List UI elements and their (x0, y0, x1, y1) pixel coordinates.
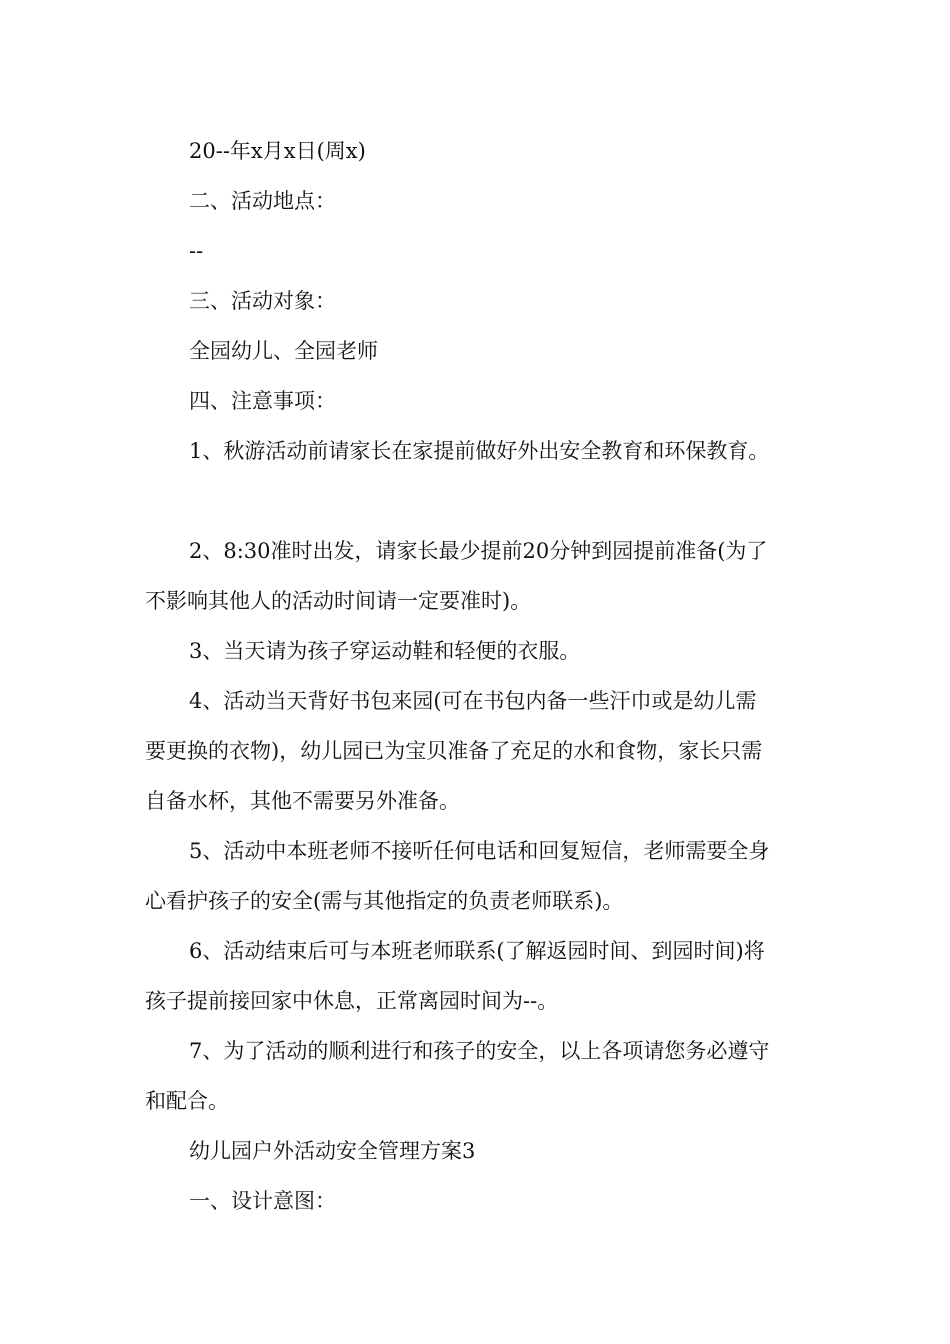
note-3: 3、当天请为孩子穿运动鞋和轻便的衣服。 (189, 639, 581, 663)
heading-activity-location: 二、活动地点： (189, 189, 336, 213)
section-title-plan-3: 幼儿园户外活动安全管理方案3 (189, 1139, 476, 1163)
note-6-line-2: 孩子提前接回家中休息，正常离园时间为--。 (145, 989, 559, 1013)
note-7-line-2: 和配合。 (145, 1089, 229, 1113)
heading-activity-target: 三、活动对象： (189, 289, 336, 313)
note-4-line-2: 要更换的衣物)，幼儿园已为宝贝准备了充足的水和食物，家长只需 (145, 739, 763, 763)
note-2-line-1: 2、8:30准时出发，请家长最少提前20分钟到园提前准备(为了 (189, 539, 768, 563)
note-5-line-2: 心看护孩子的安全(需与其他指定的负责老师联系)。 (145, 889, 624, 913)
note-6-line-1: 6、活动结束后可与本班老师联系(了解返园时间、到园时间)将 (189, 939, 765, 963)
heading-design-intent: 一、设计意图： (189, 1189, 336, 1213)
note-1: 1、秋游活动前请家长在家提前做好外出安全教育和环保教育。 (189, 439, 770, 463)
note-7-line-1: 7、为了活动的顺利进行和孩子的安全，以上各项请您务必遵守 (189, 1039, 770, 1063)
heading-notes: 四、注意事项： (189, 389, 336, 413)
note-5-line-1: 5、活动中本班老师不接听任何电话和回复短信，老师需要全身 (189, 839, 770, 863)
note-2-line-2: 不影响其他人的活动时间请一定要准时)。 (145, 589, 532, 613)
activity-target-value: 全园幼儿、全园老师 (189, 339, 378, 363)
activity-date: 20--年x月x日(周x) (189, 139, 366, 163)
note-4-line-3: 自备水杯，其他不需要另外准备。 (145, 789, 460, 813)
activity-location-value: -- (189, 239, 204, 263)
note-4-line-1: 4、活动当天背好书包来园(可在书包内备一些汗巾或是幼儿需 (189, 689, 757, 713)
